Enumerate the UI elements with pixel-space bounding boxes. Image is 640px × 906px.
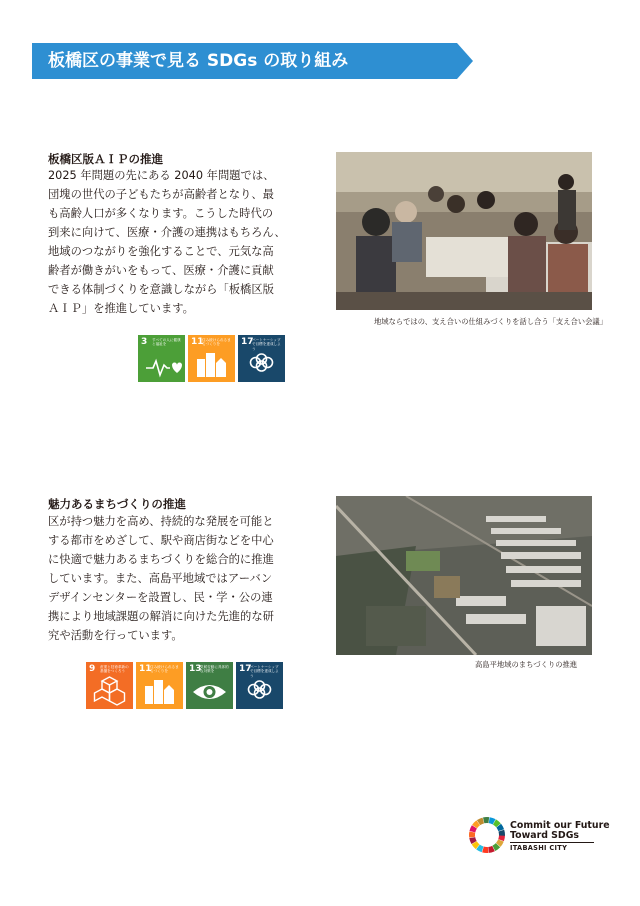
sdg-number: 3 — [141, 337, 148, 347]
body-line: ＡＩＰ」を推進しています。 — [48, 302, 194, 315]
section-body-aip — [48, 166, 288, 318]
header-banner — [32, 43, 473, 79]
heartbeat-icon — [138, 335, 185, 382]
body-line: 到来に向けて、医療・介護の連携はもちろん、 — [48, 226, 286, 239]
sdg-text: パートナーシップで目標を達成しよう — [250, 665, 279, 678]
sdg-number: 11 — [191, 337, 204, 347]
sdg-goal-3-tile — [138, 335, 185, 382]
body-line: も高齢人口が多くなります。こうした時代の — [48, 207, 274, 220]
section-heading-town: 魅力あるまちづくりの推進 — [48, 497, 186, 511]
body-line: できる体制づくりを意識しながら「板橋区版 — [48, 283, 274, 296]
body-line: 2025 年問題の先にある 2040 年問題では、 — [48, 169, 275, 182]
sdg-goal-11-tile — [136, 662, 183, 709]
sdg-text: 住み続けられるまちづくりを — [150, 665, 179, 674]
sdg-goal-11-tile — [188, 335, 235, 382]
sdg-text: パートナーシップで目標を達成しよう — [252, 338, 281, 351]
sdg-goal-17-tile — [238, 335, 285, 382]
eye-globe-icon — [186, 662, 233, 709]
sdg-text: 住み続けられるまちづくりを — [202, 338, 231, 347]
photo-support-meeting — [336, 152, 592, 310]
sdg-icons-aip — [138, 335, 285, 382]
logo-line-1: Commit our Future — [510, 820, 610, 831]
sdg-number: 17 — [241, 337, 254, 347]
sdg-number: 13 — [189, 664, 202, 674]
photo-takashimadaira-aerial — [336, 496, 592, 655]
sdg-number: 11 — [139, 664, 152, 674]
body-line: 齢者が働きがいをもって、医療・介護に貢献 — [48, 264, 274, 277]
sdg-number: 9 — [89, 664, 96, 674]
sdg-text: すべての人に健康と福祉を — [152, 338, 181, 347]
body-line: しています。また、高島平地域ではアーバン — [48, 572, 273, 585]
sdg-goal-17-tile — [236, 662, 283, 709]
photo-caption-town: 高島平地域のまちづくりの推進 — [475, 660, 578, 669]
city-buildings-icon — [136, 662, 183, 709]
logo-city-name: ITABASHI CITY — [510, 844, 568, 852]
sdg-goal-13-tile — [186, 662, 233, 709]
body-line: 地域のつながりを強化することで、元気な高 — [48, 245, 274, 258]
body-line: デザインセンターを設置し、民・学・公の連 — [48, 591, 273, 604]
photo-caption-aip: 地域ならではの、支え合いの仕組みづくりを話し合う「支え合い会議」 — [374, 317, 607, 326]
sdg-text: 気候変動に具体的な対策を — [200, 665, 229, 674]
aerial-city-photo-illustration — [336, 496, 592, 655]
logo-divider — [510, 842, 594, 843]
sdg-text: 産業と技術革新の基盤をつくろう — [100, 665, 129, 674]
body-line: に快適で魅力あるまちづくりを総合的に推進 — [48, 553, 274, 566]
meeting-photo-illustration — [336, 152, 592, 310]
partnership-rings-icon — [236, 662, 283, 709]
city-buildings-icon — [188, 335, 235, 382]
sdg-number: 17 — [239, 664, 252, 674]
cubes-icon — [86, 662, 133, 709]
commit-sdgs-logo — [468, 816, 610, 854]
sdg-color-wheel-icon — [468, 816, 506, 854]
page-title: 板橋区の事業で見る SDGs の取り組み — [48, 51, 349, 71]
section-body-town — [48, 512, 288, 645]
sdg-goal-9-tile — [86, 662, 133, 709]
body-line: 団塊の世代の子どもたちが高齢者となり、最 — [48, 188, 274, 201]
sdg-icons-town — [86, 662, 283, 709]
body-line: 区が持つ魅力を高め、持続的な発展を可能と — [48, 515, 274, 528]
body-line: 究や活動を行っています。 — [48, 629, 183, 642]
logo-line-2: Toward SDGs — [510, 830, 579, 841]
body-line: する都市をめざして、駅や商店街などを中心 — [48, 534, 274, 547]
body-line: 携により地域課題の解消に向けた先進的な研 — [48, 610, 274, 623]
section-heading-aip: 板橋区版ＡＩＰの推進 — [48, 152, 163, 166]
partnership-rings-icon — [238, 335, 285, 382]
